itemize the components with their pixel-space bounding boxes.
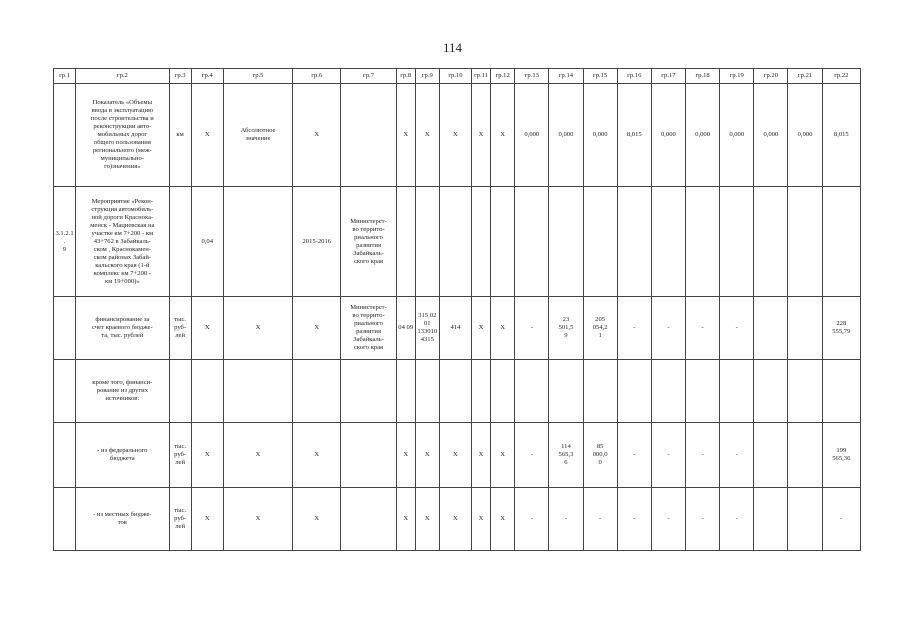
table-cell	[788, 360, 822, 423]
table-row	[54, 423, 861, 488]
table-cell	[754, 187, 788, 297]
column-header: гр.17	[651, 69, 685, 84]
table-cell	[341, 360, 396, 423]
table-cell	[822, 187, 860, 297]
table-cell: X	[491, 297, 515, 360]
table-cell: 23 501,5 9	[549, 297, 583, 360]
table-cell	[720, 187, 754, 297]
table-cell	[415, 187, 439, 297]
table-cell: -	[651, 423, 685, 488]
table-cell	[617, 360, 651, 423]
column-header: гр.6	[293, 69, 341, 84]
table-cell: -	[720, 488, 754, 551]
table-cell	[754, 488, 788, 551]
table-cell	[686, 187, 720, 297]
column-header: гр.22	[822, 69, 860, 84]
table-cell: 315 02 01 133010 4315	[415, 297, 439, 360]
table-cell	[651, 360, 685, 423]
table-cell	[754, 297, 788, 360]
table-cell: -	[583, 488, 617, 551]
table-row	[54, 187, 861, 297]
table-cell: 205 054,2 1	[583, 297, 617, 360]
table-cell: 0,000	[754, 84, 788, 187]
table-cell: - из местных бюдже- тов	[76, 488, 169, 551]
table-cell: тыс. руб- лей	[169, 423, 191, 488]
table-cell: X	[439, 488, 471, 551]
column-header: гр.20	[754, 69, 788, 84]
table-cell: X	[293, 84, 341, 187]
table-cell: Абсолютное значение	[223, 84, 292, 187]
table-cell: 85 000,0 0	[583, 423, 617, 488]
table-cell	[54, 84, 76, 187]
table-cell: -	[617, 488, 651, 551]
table-cell	[223, 187, 292, 297]
table-row	[54, 488, 861, 551]
table-cell: км	[169, 84, 191, 187]
table-cell: X	[472, 297, 491, 360]
table-cell: 0,000	[720, 84, 754, 187]
table-cell	[651, 187, 685, 297]
table-cell	[720, 360, 754, 423]
table-cell: 0,04	[191, 187, 223, 297]
table-cell: -	[720, 297, 754, 360]
table-cell: кроме того, финанси- рование из других источников:	[76, 360, 169, 423]
table-cell	[223, 360, 292, 423]
table-cell: тыс. руб- лей	[169, 297, 191, 360]
table-cell: -	[515, 423, 549, 488]
table-cell	[491, 360, 515, 423]
table-cell: X	[472, 84, 491, 187]
table-cell	[439, 360, 471, 423]
table-cell	[54, 360, 76, 423]
table-cell: X	[293, 488, 341, 551]
table-cell: 3.1.2.1. 9	[54, 187, 76, 297]
table-cell: 0,000	[651, 84, 685, 187]
table-cell: -	[651, 488, 685, 551]
table-cell	[439, 187, 471, 297]
table-cell: 414	[439, 297, 471, 360]
column-header: гр.16	[617, 69, 651, 84]
table-cell: X	[439, 84, 471, 187]
table-cell: Министерст- во террито- риального развития Забайкаль- ского края	[341, 187, 396, 297]
table-cell: 8,015	[822, 84, 860, 187]
table-cell	[583, 360, 617, 423]
table-cell: -	[549, 488, 583, 551]
column-header: гр.21	[788, 69, 822, 84]
column-header: гр.8	[396, 69, 415, 84]
table-cell: X	[491, 488, 515, 551]
table-cell: X	[191, 84, 223, 187]
table-cell: X	[415, 423, 439, 488]
table-cell: X	[191, 297, 223, 360]
table-cell	[396, 187, 415, 297]
table-row	[54, 84, 861, 187]
table-cell: X	[415, 488, 439, 551]
column-header: гр.19	[720, 69, 754, 84]
table-cell	[686, 360, 720, 423]
table-cell	[515, 360, 549, 423]
table-cell	[549, 360, 583, 423]
table-cell: X	[396, 423, 415, 488]
table-cell: X	[223, 488, 292, 551]
table-cell: Показатель «Объемы ввода в эксплуатацию после строительства и реконструкции авто- мобильных дорог общего пользования регионального (меж- муниципально- го)значения»	[76, 84, 169, 187]
table-cell	[617, 187, 651, 297]
table-cell: X	[396, 488, 415, 551]
table-row	[54, 297, 861, 360]
table-cell: -	[515, 488, 549, 551]
table-cell: X	[293, 297, 341, 360]
table-cell: -	[686, 297, 720, 360]
table-cell: -	[686, 423, 720, 488]
table-cell: 0,000	[549, 84, 583, 187]
table-cell	[822, 360, 860, 423]
column-header: гр.5	[223, 69, 292, 84]
column-header: гр.10	[439, 69, 471, 84]
table-cell: X	[472, 488, 491, 551]
table-cell	[341, 423, 396, 488]
table-cell	[341, 84, 396, 187]
column-header: гр.2	[76, 69, 169, 84]
table-cell: 8,015	[617, 84, 651, 187]
table-cell: X	[223, 423, 292, 488]
table-cell	[788, 297, 822, 360]
table-cell: финансирование за счет краевого бюдже- та, тыс. рублей	[76, 297, 169, 360]
column-header: гр.7	[341, 69, 396, 84]
table-cell	[788, 423, 822, 488]
table-cell	[788, 488, 822, 551]
table-cell: 0,000	[686, 84, 720, 187]
table-cell: X	[415, 84, 439, 187]
table-cell: Министерст- во террито- риального развития Забайкаль- ского края	[341, 297, 396, 360]
table-cell: -	[686, 488, 720, 551]
table-cell: X	[191, 488, 223, 551]
table-cell	[293, 360, 341, 423]
header-row	[54, 69, 861, 84]
table-cell	[415, 360, 439, 423]
table-cell: 04 09	[396, 297, 415, 360]
table-cell	[341, 488, 396, 551]
table-cell	[396, 360, 415, 423]
table-cell	[472, 187, 491, 297]
table-cell	[472, 360, 491, 423]
table-cell	[169, 187, 191, 297]
table-cell: -	[617, 297, 651, 360]
column-header: гр.3	[169, 69, 191, 84]
column-header: гр.4	[191, 69, 223, 84]
table-cell	[754, 360, 788, 423]
table-cell: 199 565,36	[822, 423, 860, 488]
table-cell: -	[822, 488, 860, 551]
table-cell: 114 565,3 6	[549, 423, 583, 488]
table-cell: - из федерального бюджета	[76, 423, 169, 488]
table-cell	[191, 360, 223, 423]
table-cell	[583, 187, 617, 297]
table-cell	[54, 423, 76, 488]
table-cell	[54, 297, 76, 360]
table-cell: X	[439, 423, 471, 488]
table-cell: X	[191, 423, 223, 488]
column-header: гр.11	[472, 69, 491, 84]
table-cell: 228 555,79	[822, 297, 860, 360]
table-cell: 2015-2016	[293, 187, 341, 297]
table-row	[54, 360, 861, 423]
column-header: гр.12	[491, 69, 515, 84]
column-header: гр.15	[583, 69, 617, 84]
page-number: 114	[442, 40, 463, 55]
table-cell	[169, 360, 191, 423]
table-cell: -	[617, 423, 651, 488]
column-header: гр.14	[549, 69, 583, 84]
table-cell	[549, 187, 583, 297]
table-cell: -	[720, 423, 754, 488]
table-cell	[788, 187, 822, 297]
table-cell: -	[651, 297, 685, 360]
data-table	[53, 68, 861, 551]
table-cell: X	[491, 84, 515, 187]
column-header: гр.9	[415, 69, 439, 84]
table-cell: X	[223, 297, 292, 360]
table-cell	[491, 187, 515, 297]
table-cell	[54, 488, 76, 551]
column-header: гр.18	[686, 69, 720, 84]
table-cell: X	[293, 423, 341, 488]
table-cell: X	[396, 84, 415, 187]
column-header: гр.1	[54, 69, 76, 84]
table-cell: тыс. руб- лей	[169, 488, 191, 551]
table-cell: 0,000	[788, 84, 822, 187]
table-cell: X	[491, 423, 515, 488]
table-cell: 0,000	[515, 84, 549, 187]
table-cell: -	[515, 297, 549, 360]
table-cell: 0,000	[583, 84, 617, 187]
table-cell	[754, 423, 788, 488]
table-cell: Мероприятие «Рекон- струкция автомобиль- ной дороги Краснока- менск - Мациевская на участке км 7+200 - км 43+762 в Забайкаль- ском , Краснокамен- ском районах Забай- кальского края (1-й комплекс км 7+200 - км 19+000)»	[76, 187, 169, 297]
table-cell: X	[472, 423, 491, 488]
table-cell	[515, 187, 549, 297]
column-header: гр.13	[515, 69, 549, 84]
